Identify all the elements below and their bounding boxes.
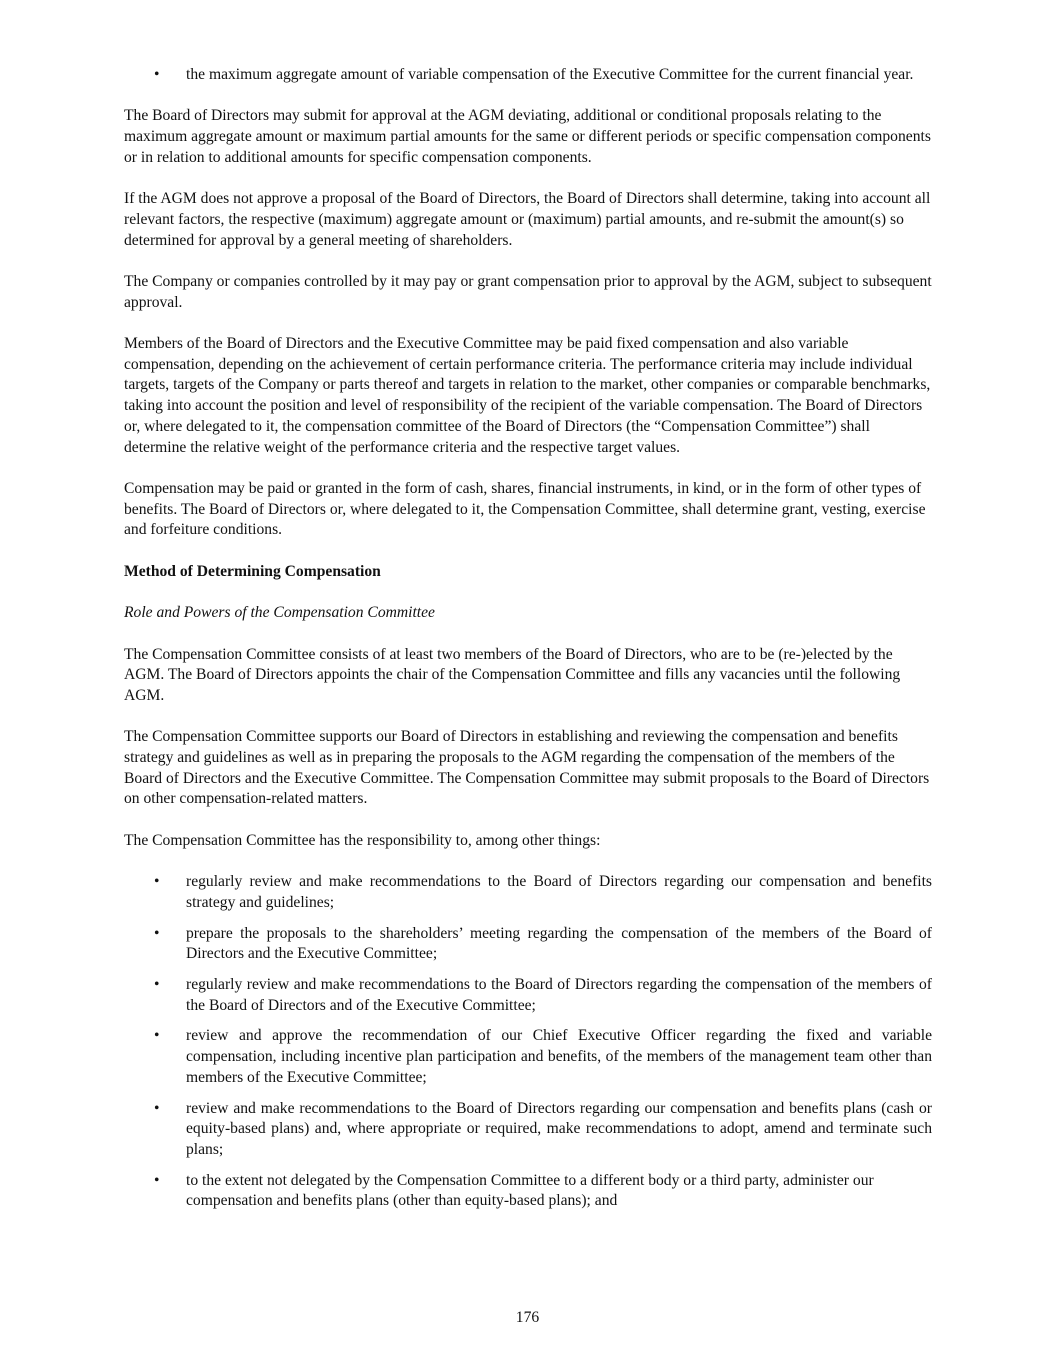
bullet-marker: •	[154, 66, 160, 83]
list-item-text: regularly review and make recommendations to the Board of Directors regarding the compensation of the members of the Board of Directors and of the Executive Committee;	[186, 976, 932, 1014]
continued-bullet-list	[124, 65, 932, 86]
paragraph-agm-not-approve: If the AGM does not approve a proposal of the Board of Directors, the Board of Directors shall determine, taking into account all relevant factors, the respective (maximum) aggregate amount or (maximum) partial amounts, and re-submit the amount(s) so determined for approval by a general meeting of shareholders.	[124, 190, 931, 249]
list-item-text: regularly review and make recommendations to the Board of Directors regarding our compensation and benefits strategy and guidelines;	[186, 873, 932, 911]
paragraph-deviating-proposals: The Board of Directors may submit for approval at the AGM deviating, additional or conditional proposals relating to the maximum aggregate amount or maximum partial amounts for the same or different periods or specific compensation components or in relation to additional amounts for specific compensation components.	[124, 107, 931, 166]
bullet-marker: •	[154, 1171, 160, 1189]
bullet-marker: •	[154, 873, 160, 891]
paragraph-compensation-forms: Compensation may be paid or granted in the form of cash, shares, financial instruments, in kind, or in the form of other types of benefits. The Board of Directors or, where delegated to it, the Compensation Committee, shall determine grant, vesting, exercise and forfeiture conditions.	[124, 479, 926, 539]
bullet-marker: •	[154, 976, 160, 994]
paragraph-fixed-variable-compensation: Members of the Board of Directors and the Executive Committee may be paid fixed compensation and also variable compensation, depending on the achievement of certain performance criteria. The performance criteria may include individual targets, targets of the Company or parts thereof and targets in relation to the market, other companies or comparable benchmarks, taking into account the position and level of responsibility of the recipient of the variable compensation. The Board of Directors or, where delegated to it, the compensation committee of the Board of Directors (the “Compensation Committee”) shall determine the relative weight of the performance criteria and the respective target values.	[124, 335, 931, 456]
list-item-text: review and approve the recommendation of our Chief Executive Officer regarding the fixed and variable compensation, including incentive plan participation and benefits, of the members of the management team other than members of the Executive Committee;	[186, 1027, 932, 1086]
responsibilities-list	[124, 872, 932, 1212]
list-item	[124, 1026, 932, 1088]
section-heading: Method of Determining Compensation	[124, 562, 381, 580]
list-item	[124, 975, 932, 1016]
paragraph-committee-composition: The Compensation Committee consists of at least two members of the Board of Directors, who are to be (re-)elected by the AGM. The Board of Directors appoints the chair of the Compensation Committee and fills any vacancies until the following AGM.	[124, 645, 901, 704]
list-item-text: prepare the proposals to the shareholders’ meeting regarding the compensation of the members of the Board of Directors and the Executive Committee;	[186, 924, 932, 963]
paragraph-committee-support: The Compensation Committee supports our Board of Directors in establishing and reviewing the compensation and benefits strategy and guidelines as well as in preparing the proposals to the AGM regarding the compensation of the members of the Board of Directors and the Executive Committee. The Compensation Committee may submit proposals to the Board of Directors on other compensation-related matters.	[124, 728, 930, 808]
list-item-text: review and make recommendations to the Board of Directors regarding our compensation and benefits plans (cash or equity-based plans) and, where appropriate or required, make recommendations to adopt, amend and terminate such plans;	[186, 1099, 932, 1158]
list-item	[124, 1099, 932, 1161]
list-item-text: to the extent not delegated by the Compensation Committee to a different body or a third party, administer our compensation and benefits plans (other than equity-based plans); and	[186, 1171, 874, 1210]
list-item	[124, 1171, 932, 1212]
subsection-heading: Role and Powers of the Compensation Committee	[124, 604, 435, 622]
bullet-marker: •	[154, 1027, 160, 1045]
list-item	[124, 872, 932, 913]
list-item	[124, 65, 932, 86]
page-number: 176	[515, 1309, 540, 1326]
responsibilities-intro: The Compensation Committee has the responsibility to, among other things:	[124, 831, 601, 849]
paragraph-prior-payment: The Company or companies controlled by it may pay or grant compensation prior to approval by the AGM, subject to subsequent approval.	[124, 272, 932, 311]
list-item-text: the maximum aggregate amount of variable compensation of the Executive Committee for the current financial year.	[186, 66, 914, 83]
bullet-marker: •	[154, 1099, 160, 1117]
document-page	[124, 65, 932, 1222]
list-item	[124, 924, 932, 965]
bullet-marker: •	[154, 924, 160, 942]
